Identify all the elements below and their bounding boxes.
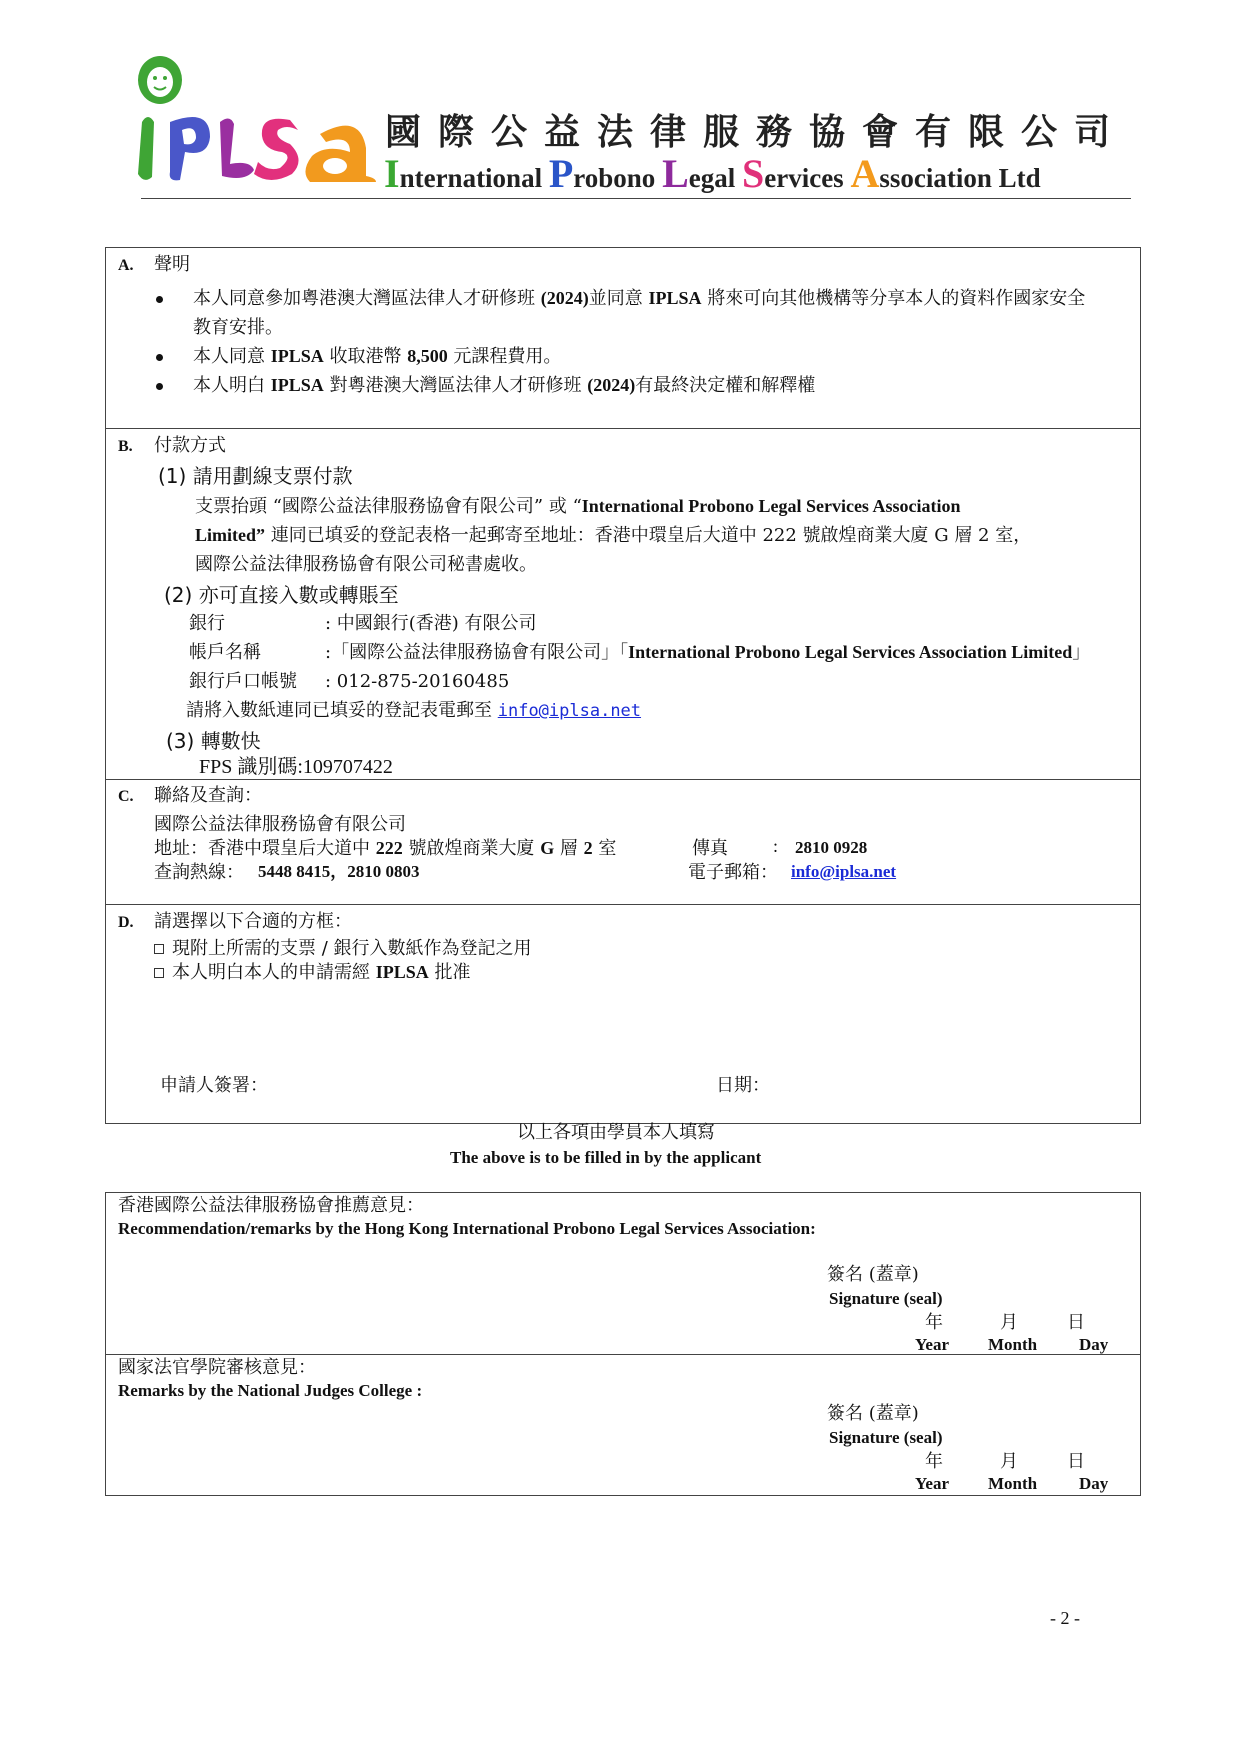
org-name-en	[384, 150, 1041, 197]
declaration-1: 本人同意參加粵港澳大灣區法律人才研修班 (2024)並同意 IPLSA 將來可向其他機構等分享本人的資料作國家安全	[193, 288, 1086, 309]
deposit-email-instruction: 請將入數紙連同已填妥的登記表電郵至 info@iplsa.net	[186, 700, 642, 721]
account-name-label: 帳戶名稱	[189, 642, 261, 663]
section-divider-ab	[105, 428, 1141, 429]
hotline-label: 查詢熱線：	[154, 862, 244, 883]
section-divider-bc	[105, 779, 1141, 780]
cheque-recipient-line: 國際公益法律服務協會有限公司秘書處收。	[195, 554, 537, 575]
cheque-payee-line: 支票抬頭 “國際公益法律服務協會有限公司” 或 “International Probono Legal Services Association	[195, 496, 961, 517]
section-d-title: 請選擇以下合適的方框：	[154, 911, 352, 932]
recommendation-month-en: Month	[988, 1335, 1038, 1354]
section-divider-cd	[105, 904, 1141, 905]
declaration-2: 本人同意 IPLSA 收取港幣 8,500 元課程費用。	[193, 346, 562, 367]
contact-address: 地址：香港中環皇后大道中 222 號啟煌商業大廈 G 層 2 室	[154, 838, 617, 859]
judges-day-zh: 日	[1067, 1451, 1085, 1472]
fps-id: FPS 識別碼:109707422	[199, 756, 393, 778]
section-b-title: 付款方式	[154, 435, 226, 456]
org-name-initial: S	[742, 151, 765, 196]
page-number: - 2 -	[1050, 1608, 1080, 1628]
contact-email-link[interactable]: info@iplsa.net	[791, 862, 897, 881]
payment-option-2-title: (2) 亦可直接入數或轉賬至	[164, 583, 399, 607]
account-number-value: : 012-875-20160485	[325, 671, 510, 692]
recommendation-year-en: Year	[915, 1335, 949, 1354]
recommendation-signature-en: Signature (seal)	[829, 1289, 943, 1308]
section-a-title: 聲明	[154, 254, 190, 275]
header-divider	[141, 198, 1131, 199]
judges-month-zh: 月	[1000, 1451, 1018, 1472]
org-name-initial: P	[548, 151, 574, 196]
fax-label: 傳真	[692, 838, 728, 859]
org-name-initial: I	[384, 151, 400, 196]
payment-email-link[interactable]: info@iplsa.net	[497, 701, 642, 721]
recommendation-day-en: Day	[1079, 1335, 1109, 1354]
hotline-numbers: 5448 8415，2810 0803	[258, 862, 420, 881]
section-c-letter: C.	[118, 788, 134, 805]
payment-option-1-title: (1) 請用劃線支票付款	[158, 464, 353, 488]
section-d-letter: D.	[118, 914, 134, 931]
fax-colon: :	[773, 836, 779, 856]
recommendation-year-zh: 年	[925, 1312, 943, 1333]
recommendation-signature-zh: 簽名 (蓋章)	[827, 1264, 919, 1285]
org-name-zh: 國際公益法律服務協會有限公司	[385, 111, 1128, 153]
section-b-letter: B.	[118, 438, 133, 455]
office-divider	[105, 1354, 1141, 1355]
bullet-icon	[156, 383, 163, 390]
account-number-label: 銀行戶口帳號	[189, 671, 297, 692]
judges-month-en: Month	[988, 1474, 1038, 1493]
judges-year-en: Year	[915, 1474, 949, 1493]
org-name-word: ssociation Ltd	[879, 163, 1041, 193]
checkbox-option-approval[interactable]: 本人明白本人的申請需經 IPLSA 批准	[154, 962, 470, 984]
bank-label: 銀行	[189, 613, 225, 634]
applicant-note-en: The above is to be filled in by the applicant	[450, 1148, 762, 1167]
section-a-letter: A.	[118, 257, 134, 274]
contact-email-label: 電子郵箱：	[688, 862, 778, 883]
recommendation-title-en: Recommendation/remarks by the Hong Kong International Probono Legal Services Association:	[118, 1219, 816, 1238]
org-name-initial: A	[850, 151, 880, 196]
applicant-note-zh: 以上各項由學員本人填寫	[517, 1122, 715, 1143]
judges-signature-en: Signature (seal)	[829, 1428, 943, 1447]
payment-option-3-title: (3) 轉數快	[166, 729, 261, 753]
bullet-icon	[156, 354, 163, 361]
iplsa-logo	[130, 52, 380, 192]
org-name-word: nternational	[399, 163, 549, 193]
declaration-3: 本人明白 IPLSA 對粵港澳大灣區法律人才研修班 (2024)有最終決定權和解釋權	[193, 375, 816, 396]
recommendation-title-zh: 香港國際公益法律服務協會推薦意見：	[118, 1195, 424, 1216]
org-name-initial: L	[662, 151, 689, 196]
declaration-1-cont: 教育安排。	[193, 317, 283, 338]
bullet-icon	[156, 296, 163, 303]
account-name-value: :「國際公益法律服務協會有限公司」「International Probono Legal Services Association Limited」	[325, 642, 1091, 663]
judges-title-zh: 國家法官學院審核意見：	[118, 1357, 316, 1378]
checkbox-icon[interactable]	[154, 944, 164, 954]
recommendation-day-zh: 日	[1067, 1312, 1085, 1333]
judges-day-en: Day	[1079, 1474, 1109, 1493]
recommendation-month-zh: 月	[1000, 1312, 1018, 1333]
bank-value: : 中國銀行(香港) 有限公司	[325, 613, 537, 634]
date-label: 日期：	[716, 1075, 770, 1096]
fax-number: 2810 0928	[795, 838, 868, 857]
checkbox-option-payment[interactable]: 現附上所需的支票 / 銀行入數紙作為登記之用	[154, 938, 532, 960]
org-name-word: robono	[573, 163, 663, 193]
org-name-word: egal	[688, 163, 742, 193]
contact-org-name: 國際公益法律服務協會有限公司	[154, 814, 406, 835]
applicant-signature-label: 申請人簽署：	[160, 1075, 268, 1096]
cheque-mailing-line: Limited” 連同已填妥的登記表格一起郵寄至地址：香港中環皇后大道中 222 號啟煌商業大廈 G 層 2 室，	[195, 525, 1032, 546]
logo-graphic	[130, 52, 380, 192]
judges-title-en: Remarks by the National Judges College :	[118, 1381, 423, 1400]
org-name-word: ervices	[764, 163, 851, 193]
checkbox-icon[interactable]	[154, 968, 164, 978]
section-c-title: 聯絡及查詢：	[154, 785, 262, 806]
judges-year-zh: 年	[925, 1451, 943, 1472]
judges-signature-zh: 簽名 (蓋章)	[827, 1403, 919, 1424]
